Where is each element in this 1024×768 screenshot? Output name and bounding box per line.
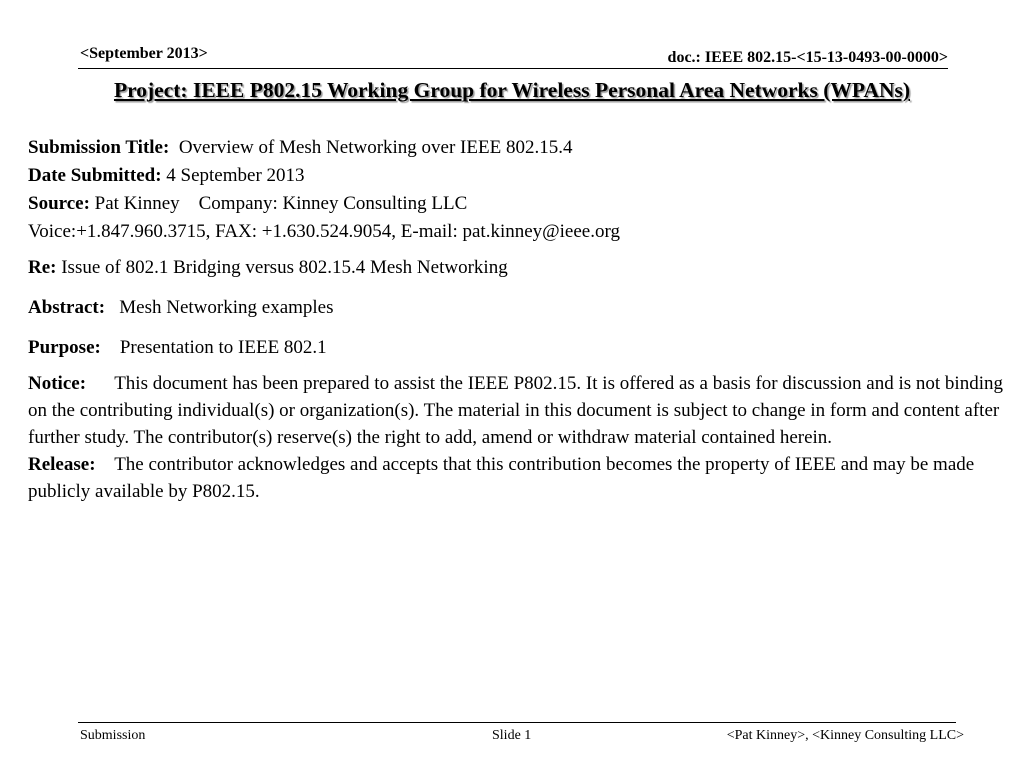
- project-title: Project: IEEE P802.15 Working Group for Wireless Personal Area Networks (WPANs): [113, 78, 911, 102]
- date-submitted-line: [28, 162, 1018, 190]
- release-paragraph: [28, 451, 1018, 505]
- footer-rule: [78, 722, 956, 723]
- notice-label: Notice:: [28, 373, 87, 394]
- date-submitted-value: 4 September 2013: [166, 165, 305, 186]
- re-value: Issue of 802.1 Bridging versus 802.15.4 Mesh Networking: [61, 257, 508, 278]
- abstract-line: [28, 294, 1018, 322]
- date-submitted-label: Date Submitted:: [28, 165, 162, 186]
- submission-title-value: Overview of Mesh Networking over IEEE 802.15.4: [178, 137, 573, 158]
- header-date: <September 2013>: [80, 45, 208, 62]
- footer-slide-number: Slide 1: [492, 728, 532, 743]
- purpose-value: Presentation to IEEE 802.1: [119, 337, 327, 358]
- source-line: [28, 190, 1018, 218]
- release-text: The contributor acknowledges and accepts that this contribution becomes the property of IEEE and may be made publicly available by P802.15.: [28, 454, 975, 502]
- source-value: Pat Kinney Company: Kinney Consulting LLC: [94, 193, 468, 214]
- notice-paragraph: [28, 370, 1018, 451]
- slide-content: [28, 134, 1018, 505]
- header-rule: [78, 68, 948, 69]
- notice-text: This document has been prepared to assist the IEEE P802.15. It is offered as a basis for discussion and is not binding on the contributing individual(s) or organization(s). The material in this document is subject to change in form and content after further study. The contributor(s) reserve(s) the right to add, amend or withdraw material contained herein.: [28, 373, 1003, 448]
- header-doc-id: doc.: IEEE 802.15-<15-13-0493-00-0000>: [667, 49, 948, 66]
- contact-line: Voice:+1.847.960.3715, FAX: +1.630.524.9054, E-mail: pat.kinney@ieee.org: [28, 221, 620, 242]
- release-label: Release:: [28, 454, 96, 475]
- re-label: Re:: [28, 257, 57, 278]
- source-label: Source:: [28, 193, 90, 214]
- purpose-label: Purpose:: [28, 337, 101, 358]
- submission-title-label: Submission Title:: [28, 137, 170, 158]
- re-line: [28, 254, 1018, 282]
- submission-title-line: [28, 134, 1018, 162]
- abstract-value: Mesh Networking examples: [119, 297, 334, 318]
- footer-author: <Pat Kinney>, <Kinney Consulting LLC>: [726, 728, 964, 743]
- abstract-label: Abstract:: [28, 297, 106, 318]
- footer-submission: Submission: [80, 728, 146, 743]
- purpose-line: [28, 334, 1018, 362]
